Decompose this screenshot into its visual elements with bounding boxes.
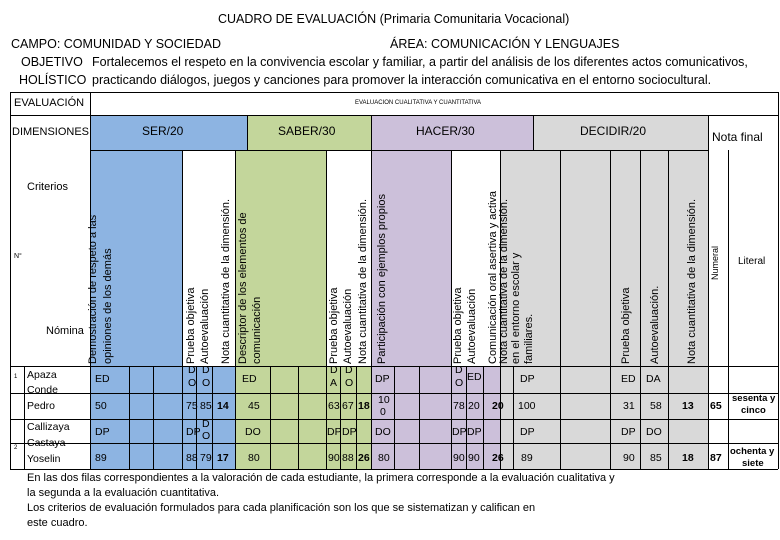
- footer-line-3: Los criterios de evaluación formulados para cada planificación son los que se sistematizan y califican en: [27, 502, 536, 514]
- s2-saber-po: DP: [327, 426, 342, 438]
- s2-decidir-ae: DO: [646, 426, 662, 438]
- ser-criterion-1: Demostración de respeto a las: [87, 214, 99, 364]
- s2-ser-ae2: O: [202, 430, 211, 442]
- s2-saber-qual: DO: [245, 426, 261, 438]
- s2-literal: ochenta y: [730, 446, 775, 457]
- s1-ser-po: D: [188, 364, 196, 376]
- dim-hacer: HACER/30: [416, 124, 475, 138]
- dim-decidir: DECIDIR/20: [580, 124, 647, 138]
- s1-hacer-ae-quant: 20: [468, 400, 480, 412]
- ser-autoevaluacion: Autoevaluación: [199, 288, 211, 364]
- decidir-criterion-1b: familiares.: [523, 313, 535, 364]
- saber-autoevaluacion: Autoevaluación: [342, 288, 354, 364]
- s2-decidir-ae-quant: 85: [650, 452, 662, 464]
- s1-numeral: 65: [710, 400, 722, 412]
- s2-hacer-qual: DO: [375, 426, 391, 438]
- student-2-name-1: Callizaya: [27, 421, 70, 433]
- page-title: CUADRO DE EVALUACIÓN (Primaria Comunitaria Vocacional): [218, 12, 570, 26]
- hacer-nota: Comunicación oral asertiva y activa: [487, 190, 499, 364]
- objetivo-text: Fortalecemos el respeto en la convivencia escolar y familiar, a partir del análisis de los diferentes actos comunicativos,: [92, 55, 748, 69]
- s2-hacer-po: DP: [452, 426, 467, 438]
- s2-ser-qual: DP: [95, 426, 110, 438]
- s1-saber-ae: D: [345, 364, 353, 376]
- s2-hacer-nota: 26: [492, 452, 504, 464]
- s1-ser-ae2: O: [202, 377, 211, 389]
- student-1-num: 1: [14, 374, 18, 380]
- s2-ser-po: DP: [186, 426, 201, 438]
- s2-saber-quant: 80: [248, 452, 260, 464]
- s1-saber-qual: ED: [242, 373, 257, 385]
- ser-criterion-1b: opiniones de los demás: [102, 248, 114, 364]
- s1-hacer-po-quant: 78: [453, 400, 465, 412]
- s2-ser-po-quant: 88: [186, 452, 198, 464]
- s2-decidir-qual: DP: [520, 426, 535, 438]
- s1-hacer-nota: 20: [492, 400, 504, 412]
- evaluacion-label: EVALUACIÓN: [14, 97, 85, 109]
- s2-ser-quant: 89: [95, 452, 107, 464]
- ser-nota: Nota cuantitativa de la dimensión.: [220, 198, 232, 364]
- s1-decidir-ae: DA: [646, 373, 661, 385]
- student-2-name-2: Castaya: [27, 437, 66, 449]
- dim-saber: SABER/30: [278, 124, 336, 138]
- s1-ser-po2: O: [188, 377, 197, 389]
- s2-literal-2: siete: [742, 458, 764, 469]
- s1-decidir-po-quant: 31: [623, 400, 635, 412]
- s2-hacer-po-quant: 90: [453, 452, 465, 464]
- decidir-criterion-1: en el entorno escolar y: [510, 252, 522, 364]
- nro-label: N°: [14, 253, 22, 260]
- s2-decidir-po: DP: [621, 426, 636, 438]
- s1-hacer-quant2: 0: [380, 406, 386, 418]
- area-label: ÁREA: COMUNICACIÓN Y LENGUAJES: [390, 37, 620, 51]
- footer-line-1: En las dos filas correspondientes a la valoración de cada estudiante, la primera corresponde a la evaluación cualitativa y: [27, 472, 615, 484]
- hacer-criterion-1: Participación con ejemplos propios: [376, 194, 388, 364]
- criterios-label: Criterios: [27, 181, 68, 193]
- student-2-num: 2: [14, 445, 18, 451]
- s1-decidir-nota: 13: [682, 400, 694, 412]
- s1-decidir-po: ED: [621, 373, 636, 385]
- s1-decidir-ae-quant: 58: [650, 400, 662, 412]
- footer-line-2: la segunda a la evaluación cuantitativa.: [27, 487, 220, 499]
- student-1-name-2: Conde: [27, 384, 58, 396]
- s2-ser-ae: D: [202, 418, 210, 430]
- saber-criterion-1b: comunicación: [251, 296, 263, 364]
- decidir-prueba: Prueba objetiva: [620, 287, 632, 364]
- s1-saber-po2: A: [330, 377, 338, 389]
- hacer-autoevaluacion: Autoevaluación: [466, 288, 478, 364]
- s1-ser-nota: 14: [217, 400, 229, 412]
- s1-saber-po-quant: 63: [328, 400, 340, 412]
- saber-criterion-1: Descriptor de los elementos de: [237, 212, 249, 364]
- s2-saber-po-quant: 90: [328, 452, 340, 464]
- s2-numeral: 87: [710, 452, 722, 464]
- nota-literal: Literal: [738, 256, 766, 267]
- s2-decidir-quant: 89: [521, 452, 533, 464]
- s2-saber-nota: 26: [358, 452, 370, 464]
- hacer-nota-dimension: Nota cuantitativa de la dimensión.: [498, 198, 510, 364]
- dim-nota-final: Nota final: [712, 130, 763, 144]
- ser-prueba: Prueba objetiva: [185, 287, 197, 364]
- s1-saber-ae2: O: [345, 377, 354, 389]
- s2-hacer-ae-quant: 90: [468, 452, 480, 464]
- s1-hacer-quant: 10: [378, 394, 390, 406]
- objetivo-label: OBJETIVO: [21, 55, 83, 69]
- s1-hacer-po2: O: [455, 377, 464, 389]
- hacer-prueba: Prueba objetiva: [452, 287, 464, 364]
- s1-ser-qual: ED: [95, 373, 110, 385]
- evaluacion-type: EVALUACION CUALITATIVA Y CUANTITATIVA: [355, 100, 482, 106]
- holistico-text: practicando diálogos, juegos y canciones para promover la interacción comunicativa en el entorno sociocultural.: [92, 73, 712, 87]
- s2-hacer-ae: DP: [467, 426, 482, 438]
- s1-hacer-ae: ED: [467, 371, 482, 383]
- s1-literal: sesenta y: [732, 393, 776, 404]
- s1-decidir-quant: 100: [518, 400, 536, 412]
- s1-hacer-qual: DP: [375, 373, 390, 385]
- s1-ser-po-quant: 75: [186, 400, 198, 412]
- dimensiones-label: DIMENSIONES: [12, 126, 90, 138]
- s1-literal-2: cinco: [741, 405, 766, 416]
- s1-saber-quant: 45: [248, 400, 260, 412]
- s1-saber-po: D: [330, 364, 338, 376]
- footer-line-4: este cuadro.: [27, 517, 88, 529]
- s2-ser-nota: 17: [217, 452, 229, 464]
- student-1-name-1: Apaza: [27, 369, 57, 381]
- holistico-label: HOLÍSTICO: [19, 73, 87, 87]
- s1-decidir-qual: DP: [520, 373, 535, 385]
- s1-ser-ae: D: [202, 364, 210, 376]
- s2-hacer-quant: 80: [378, 452, 390, 464]
- s2-saber-ae: DP: [342, 426, 357, 438]
- saber-prueba: Prueba objetiva: [328, 287, 340, 364]
- campo-label: CAMPO: COMUNIDAD Y SOCIEDAD: [11, 37, 221, 51]
- s1-saber-ae-quant: 67: [342, 400, 354, 412]
- decidir-autoevaluacion: Autoevaluación.: [649, 285, 661, 364]
- s1-ser-ae-quant: 85: [200, 400, 212, 412]
- nomina-label: Nómina: [46, 325, 84, 337]
- s2-saber-ae-quant: 88: [342, 452, 354, 464]
- s1-hacer-po: D: [455, 364, 463, 376]
- s2-decidir-po-quant: 90: [623, 452, 635, 464]
- decidir-nota: Nota cuantitativa de la dimensión.: [686, 198, 698, 364]
- s2-decidir-nota: 18: [682, 452, 694, 464]
- student-1-name-3: Pedro: [27, 400, 56, 412]
- s1-saber-nota: 18: [358, 400, 370, 412]
- s2-ser-ae-quant: 79: [200, 452, 212, 464]
- s1-ser-quant: 50: [95, 400, 107, 412]
- nota-numeral: Numeral: [710, 245, 720, 280]
- student-2-name-3: Yoselin: [27, 453, 61, 465]
- dim-ser: SER/20: [142, 124, 184, 138]
- saber-nota: Nota cuantitativa de la dimensión.: [357, 198, 369, 364]
